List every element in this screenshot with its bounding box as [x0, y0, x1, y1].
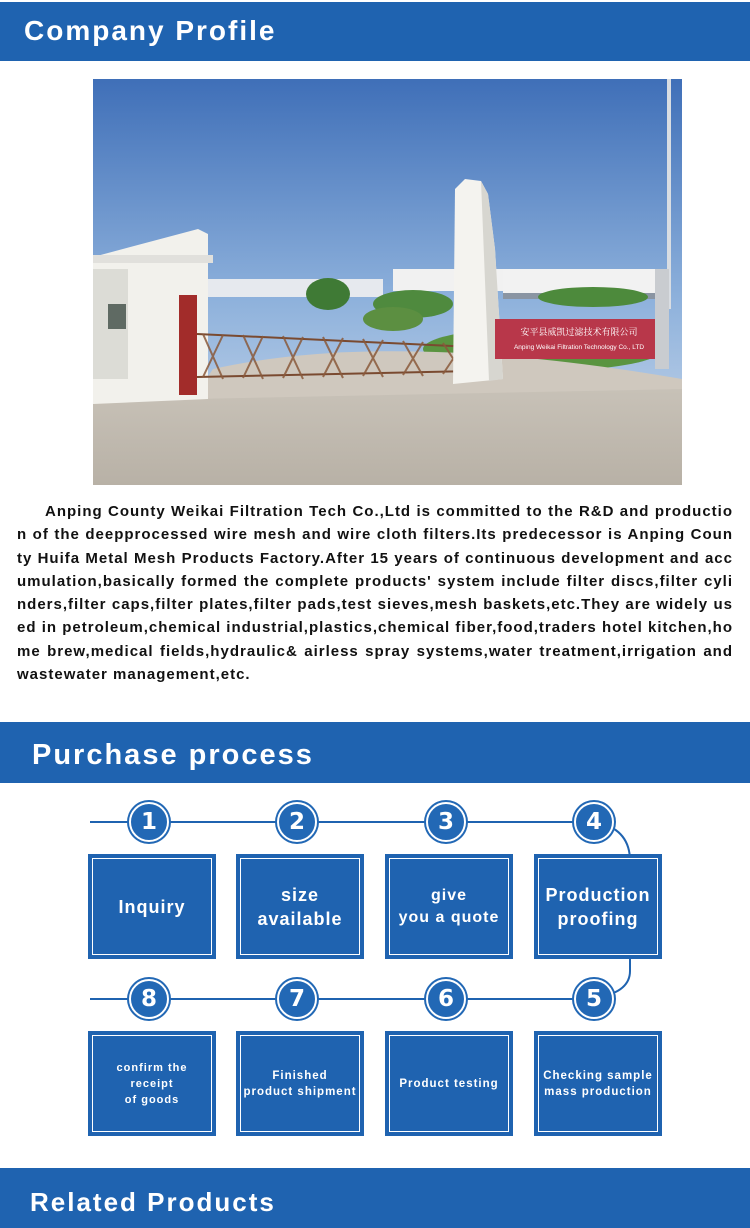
step-box-checking-sample — [534, 1031, 662, 1136]
step-number-4: 4 — [574, 802, 614, 842]
section-title: Related Products — [30, 1187, 276, 1217]
section-title: Company Profile — [24, 15, 277, 46]
step-box-quote — [385, 854, 513, 959]
step-box-inquiry — [88, 854, 216, 959]
company-profile-header — [0, 0, 750, 64]
step-number-2: 2 — [277, 802, 317, 842]
step-label: proofing — [557, 908, 639, 929]
step-label: Product testing — [399, 1077, 499, 1090]
step-number-5: 5 — [574, 979, 614, 1019]
sign-cn-text: 安平县威凯过滤技术有限公司 — [520, 328, 638, 338]
sign-en-text: Anping Weikai Filtration Technology Co., LTD — [513, 344, 645, 351]
step-number-8: 8 — [129, 979, 169, 1019]
step-box-confirm-receipt — [88, 1031, 216, 1136]
step-label: available — [257, 908, 343, 929]
step-box-shipment — [236, 1031, 364, 1136]
step-label: size — [280, 884, 320, 905]
step-label: Production — [545, 884, 651, 905]
related-products-header — [0, 1168, 750, 1228]
step-box-testing — [385, 1031, 513, 1136]
purchase-process-header — [0, 722, 750, 784]
step-label: product shipment — [243, 1085, 357, 1098]
step-label: Inquiry — [118, 896, 186, 917]
step-label: Finished — [272, 1069, 328, 1082]
step-label: mass production — [544, 1085, 652, 1098]
step-number-3: 3 — [426, 802, 466, 842]
company-description: Anping County Weikai Filtration Tech Co.,Ltd is committed to the R&D and production of the deepprocessed wire mesh and wire cloth filters.Its predecessor is Anping County Huifa Metal Mesh Products Factory.After 15 years of continuous development and accumulation,basically formed the complete products' system include filter discs,filter cylinders,filter caps,filter plates,filter pads,test sieves,mesh baskets,etc.They are widely used in petroleum,chemical industrial,plastics,chemical fiber,food,traders hotel kitchen,home brew,medical fields,hydraulic& airless spray systems,water treatment,irrigation and wastewater management,etc. — [17, 503, 733, 684]
step-number-6: 6 — [426, 979, 466, 1019]
step-box-size — [236, 854, 364, 959]
step-label: you a quote — [398, 908, 500, 926]
step-label: Checking sample — [543, 1069, 653, 1082]
step-number-7: 7 — [277, 979, 317, 1019]
step-label: confirm the receipt — [116, 1061, 188, 1090]
header-bar — [0, 5, 750, 61]
factory-photo — [93, 79, 682, 485]
step-label: give — [430, 886, 467, 904]
section-title: Purchase process — [32, 739, 314, 771]
header-bar — [0, 725, 750, 783]
step-label: of goods — [124, 1093, 180, 1106]
header-bar — [0, 1171, 750, 1228]
step-box-production-proofing — [534, 854, 662, 959]
step-number-1: 1 — [129, 802, 169, 842]
